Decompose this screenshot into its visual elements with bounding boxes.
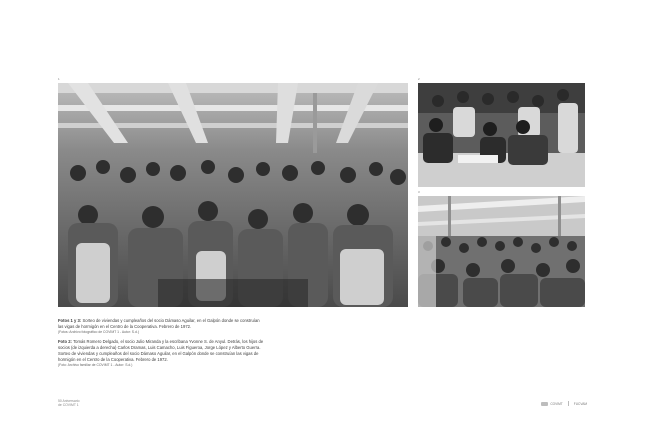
caption-photo-1-3 (58, 318, 266, 335)
photo-3-number: 3 (418, 190, 420, 194)
caption-1-title: Fotos 1 y 3: (58, 318, 82, 323)
photo-2-number: 2 (418, 77, 420, 81)
footer-logos (541, 401, 587, 406)
caption-1-text: Sorteo de viviendas y cumpleaños del socio Dámaso Aguilar, en el Galpón donde se construían las vigas de hormigón en el Centro de la Cooperativa. Febrero de 1972. (58, 318, 260, 329)
photo-table-scene (418, 83, 585, 187)
footer-line-1: 50 Aniversario (58, 399, 80, 403)
photo-galpon-crowd (418, 196, 585, 307)
main-photo-crowd (58, 83, 408, 307)
caption-2-text: Tomás Romero Delgado, el socio Julio Miranda y la escribana Yvonne S. de Anyul. Detrás, los hijos de socios (de izquierda a derecha) Carlos Dramas, Luis Camacho, Luis Figueroa, Jorge López y Alberto Guerra. Sorteo de viviendas y cumpleaños del socio Dámaso Aguilar, en el Galpón donde se construían las vigas de hormigón en el Centro de la Cooperativa. Febrero de 1972. (58, 339, 264, 362)
logo-covimt (541, 402, 562, 406)
caption-2-title: Foto 2: (58, 339, 72, 344)
footer-line-2: de COVIMT 1 (58, 403, 79, 408)
covimt-logo-icon (541, 402, 548, 406)
caption-2-source: (Foto: Archivo familiar de COVIMT 1 - Autor: S.d.) (58, 363, 133, 367)
logo-fucvam (574, 402, 587, 406)
logo-fucvam-text: FUCVAM (573, 401, 587, 406)
footer-publication (58, 399, 80, 408)
captions-block (58, 318, 266, 372)
caption-1-source: (Fotos: Archivo fotográfico de COVIMT 1 - Autor: S.d.) (58, 330, 139, 334)
photo-1-number: 1 (58, 77, 60, 81)
logo-separator (568, 401, 569, 406)
logo-covimt-text: COVIMT (550, 401, 563, 406)
caption-photo-2 (58, 339, 266, 368)
